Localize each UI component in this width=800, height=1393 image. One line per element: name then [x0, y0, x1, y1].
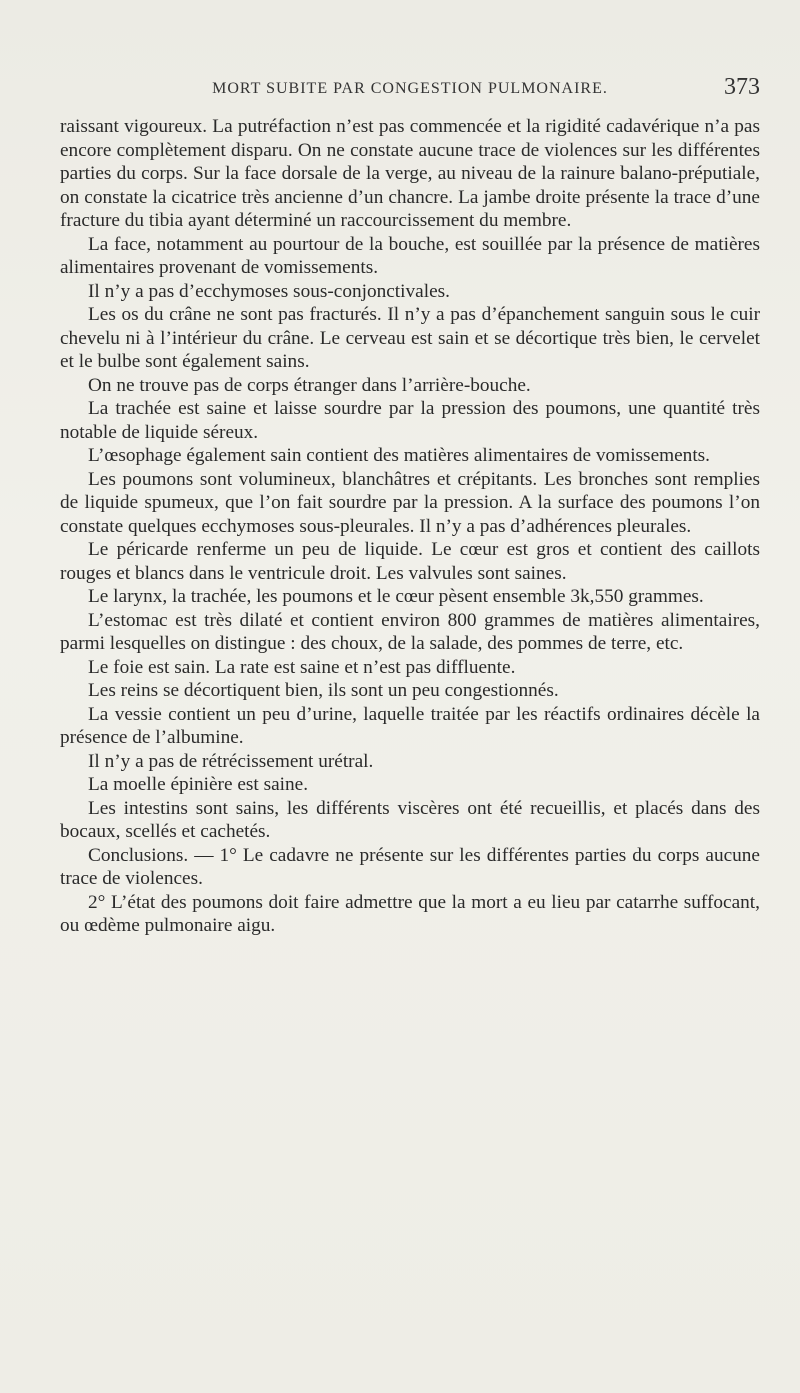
paragraph: Le larynx, la trachée, les poumons et le cœur pèsent ensemble 3k,550 grammes. [88, 586, 704, 607]
paragraph: Il n’y a pas d’ecchymoses sous-conjonctivales. [88, 280, 450, 302]
paragraph: La moelle épinière est saine. [88, 774, 309, 795]
paragraph: Conclusions. — 1° Le cadavre ne présente sur les différentes parties du corps aucune trace de violences. [60, 844, 760, 889]
paragraph: raissant vigoureux. La putréfaction n’est pas commencée et la rigidité cadavérique n’a pas encore complètement disparu. On ne constate aucune trace de violences sur les différentes parties du corps. Sur la face dorsale de la verge, au niveau de la rainure balano-préputiale, on constate la cicatrice très ancienne d’un chancre. La jambe droite présente la trace d’une fracture du tibia ayant déterminé un raccourcissement du membre. [60, 116, 760, 231]
paragraph: Les reins se décortiquent bien, ils sont un peu congestionnés. [88, 680, 559, 701]
paragraph: La trachée est saine et laisse sourdre par la pression des poumons, une quantité très notable de liquide séreux. [60, 398, 760, 443]
paragraph: L’estomac est très dilaté et contient environ 800 grammes de matières alimentaires, parmi lesquelles on distingue : des choux, de la salade, des pommes de terre, etc. [60, 609, 760, 654]
paragraph: La face, notamment au pourtour de la bouche, est souillée par la présence de matières alimentaires provenant de vomissements. [60, 233, 760, 278]
paragraph: L’œsophage également sain contient des matières alimentaires de vomissements. [88, 445, 710, 466]
paragraph: Le péricarde renferme un peu de liquide. Le cœur est gros et contient des caillots rouges et blancs dans le ventricule droit. Les valvules sont saines. [60, 539, 760, 584]
paragraph: Il n’y a pas de rétrécissement urétral. [88, 750, 374, 772]
paragraph: Les poumons sont volumineux, blanchâtres et crépitants. Les bronches sont remplies de liquide spumeux, que l’on fait sourdre par la pression. A la surface des poumons l’on constate quelques ecchymoses sous-pleurales. Il n’y a pas d’adhérences pleurales. [60, 468, 760, 537]
paragraph: Le foie est sain. La rate est saine et n’est pas diffluente. [88, 656, 516, 678]
paragraph: Les os du crâne ne sont pas fracturés. Il n’y a pas d’épanchement sanguin sous le cuir chevelu ni à l’intérieur du crâne. Le cerveau est sain et se décortique très bien, le cervelet et le bulbe sont également sains. [60, 304, 760, 372]
body-text [60, 115, 760, 938]
paragraph: La vessie contient un peu d’urine, laquelle traitée par les réactifs ordinaires décèle la présence de l’albumine. [60, 703, 760, 748]
paragraph: Les intestins sont sains, les différents viscères ont été recueillis, et placés dans des bocaux, scellés et cachetés. [60, 797, 760, 842]
page-header [60, 74, 760, 110]
paragraph: 2° L’état des poumons doit faire admettre que la mort a eu lieu par catarrhe suffocant, ou œdème pulmonaire aigu. [60, 891, 760, 936]
paragraph: On ne trouve pas de corps étranger dans l’arrière-bouche. [88, 374, 531, 396]
page-number: 373 [724, 74, 760, 100]
running-title: MORT SUBITE PAR CONGESTION PULMONAIRE. [212, 80, 608, 97]
